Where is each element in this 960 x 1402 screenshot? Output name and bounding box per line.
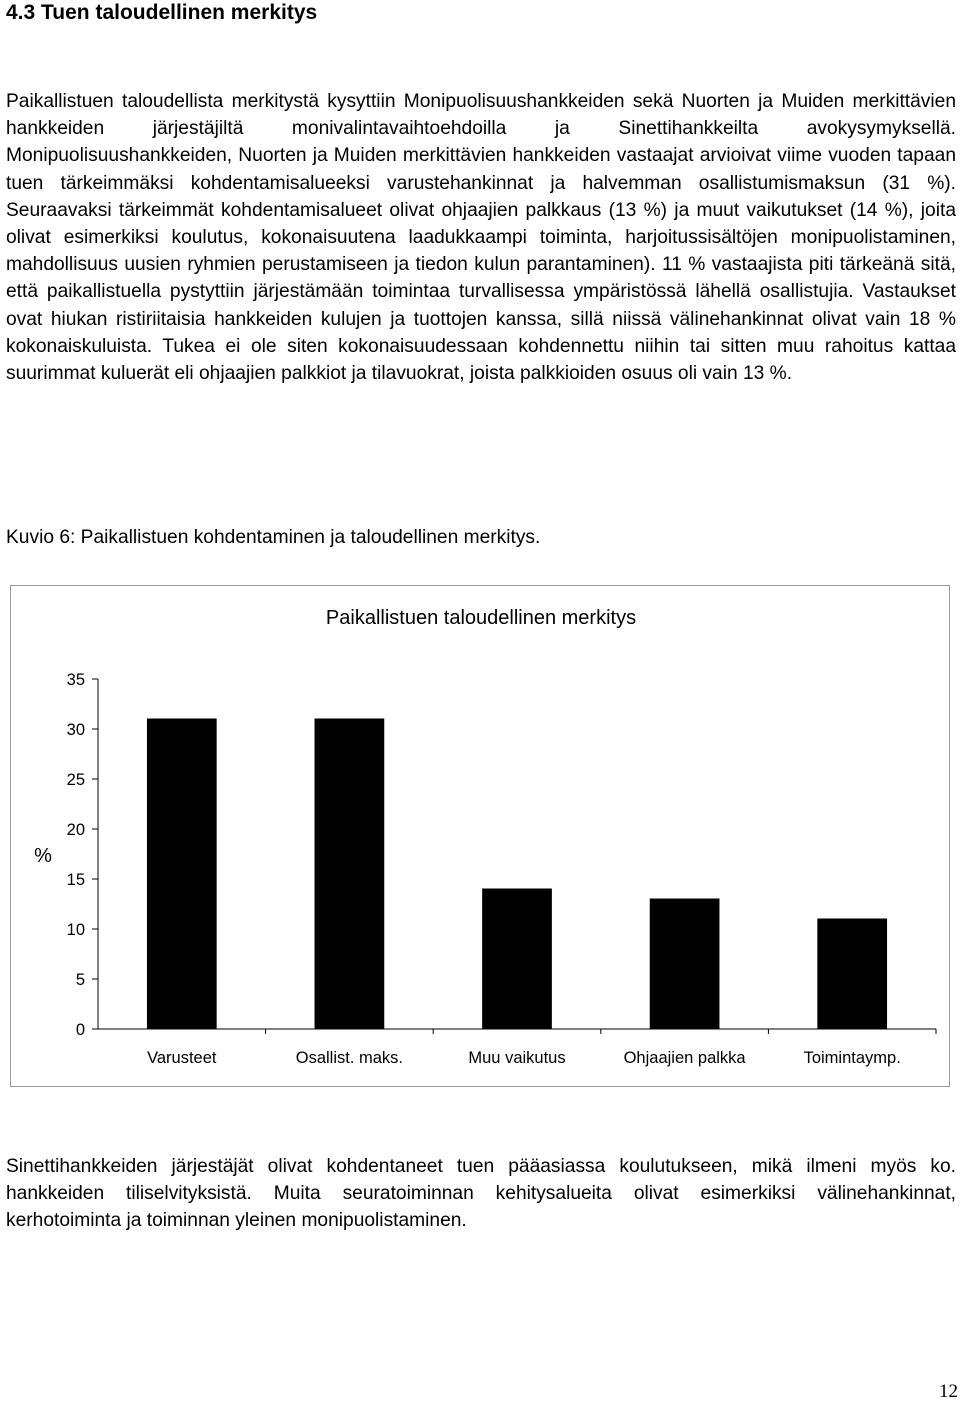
bar [315,719,384,1029]
x-category-label: Toimintaymp. [803,1049,901,1067]
y-tick-label: 0 [75,1021,85,1039]
figure-caption: Kuvio 6: Paikallistuen kohdentaminen ja taloudellinen merkitys. [6,527,541,548]
category-labels [147,1029,936,1067]
y-tick-label: 30 [66,721,85,739]
intro-paragraph: Paikallistuen taloudellista merkitystä kysyttiin Monipuolisuushankkeiden sekä Nuorten ja Muiden merkittävien hankkeiden järjestäjiltä monivalintavaihtoehdoilla ja Sinettihankkeilta avokysymyksellä. Monipuolisuushankkeiden, Nuorten ja Muiden merkittävien hankkeiden vastaajat arvioivat viime vuoden tapaan tuen tärkeimmäksi kohdentamisalueeksi varustehankinnat ja halvemman osallistumismaksun (31 %). Seuraavaksi tärkeimmät kohdentamisalueet olivat ohjaajien palkkaus (13 %) ja muut vaikutukset (14 %), joita olivat esimerkiksi koulutus, kokonaisuutena laadukkaampi toiminta, harjoitussisältöjen monipuolistaminen, mahdollisuus uusien ryhmien perustamiseen ja tiedon kulun parantaminen). 11 % vastaajista piti tärkeänä sitä, että paikallistuella pystyttiin järjestämään toimintaa turvallisessa ympäristössä lähellä osallistujia. Vastaukset ovat hiukan ristiriitaisia hankkeiden kulujen ja tuottojen kanssa, sillä niissä välinehankinnat olivat vain 18 % kokonaiskuluista. Tukea ei ole siten kokonaisuudessaan kohdennettu niihin tai sitten muu rahoitus kattaa suurimmat kuluerät eli ohjaajien palkkiot ja tilavuokrat, joista palkkioiden osuus oli vain 13 %. [6,91,956,385]
x-category-label: Varusteet [147,1049,217,1067]
chart-title: Paikallistuen taloudellinen merkitys [325,607,637,629]
bar [650,899,719,1029]
x-category-label: Osallist. maks. [295,1049,404,1067]
y-tick-label: 5 [75,971,85,989]
bar [818,919,887,1029]
bar-chart [10,585,950,1087]
bar [483,889,552,1029]
y-tick-label: 10 [66,921,85,939]
x-category-label: Muu vaikutus [468,1049,566,1067]
y-tick-label: 25 [66,771,85,789]
y-axis-ticks [67,671,98,1039]
page-number: 12 [939,1381,958,1402]
section-heading: 4.3 Tuen taloudellinen merkitys [6,1,318,24]
closing-paragraph: Sinettihankkeiden järjestäjät olivat kohdentaneet tuen pääasiassa koulutukseen, mikä ilmeni myös ko. hankkeiden tiliselvityksistä. Muita seuratoiminnan kehitysalueita olivat esimerkiksi välinehankinnat, kerhotoiminta ja toiminnan yleinen monipuolistaminen. [6,1156,956,1232]
bars [147,719,886,1029]
bar-chart-svg [11,586,951,1088]
y-tick-label: 35 [66,671,85,689]
y-tick-label: 20 [66,821,85,839]
bar [147,719,216,1029]
y-tick-label: 15 [66,871,85,889]
x-category-label: Ohjaajien palkka [623,1049,746,1067]
y-axis-label: % [34,845,52,867]
